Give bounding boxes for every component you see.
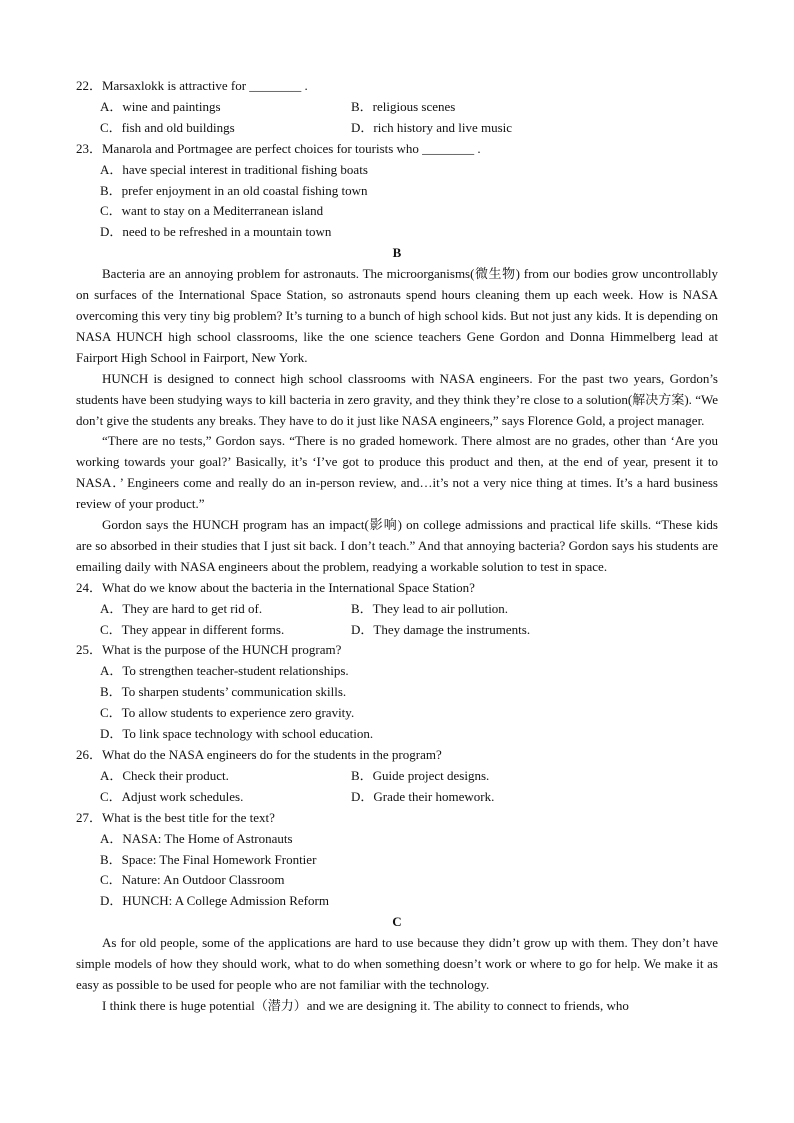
q25-option-d: D．To link space technology with school education. <box>100 726 374 742</box>
q22-stem: 22．Marsaxlokk is attractive for ________ . <box>76 78 308 93</box>
q25-option-c: C．To allow students to experience zero gravity. <box>100 705 355 721</box>
q22-option-b: B．religious scenes <box>351 98 456 114</box>
q26-options-ab <box>100 766 718 787</box>
exam-page <box>76 76 718 1017</box>
q22-option-c: C．fish and old buildings <box>100 119 235 135</box>
q25-option-a: A．To strengthen teacher-student relationships. <box>100 663 349 679</box>
q24-option-d: D．They damage the instruments. <box>351 621 531 637</box>
q24-option-a: A．They are hard to get rid of. <box>100 600 263 616</box>
q27-option-b: B．Space: The Final Homework Frontier <box>100 851 317 867</box>
q27-option-a: A．NASA: The Home of Astronauts <box>100 830 293 846</box>
q26-options-cd <box>100 787 718 808</box>
q22-options-cd <box>100 118 718 139</box>
q25-stem: 25．What is the purpose of the HUNCH program? <box>76 642 342 658</box>
section-c-heading: C <box>392 914 402 930</box>
q22-option-a: A．wine and paintings <box>100 98 221 114</box>
q26-stem: 26．What do the NASA engineers do for the students in the program? <box>76 747 442 762</box>
q24-option-c: C．They appear in different forms. <box>100 621 285 637</box>
q27-option-c: C．Nature: An Outdoor Classroom <box>100 872 285 888</box>
q24-options-ab <box>100 599 718 620</box>
section-b-paragraph-3: “There are no tests,” Gordon says. “There is no graded homework. There almost are no grades, other than ‘Are you working towards your goal?’ Basically, it’s ‘I’ve got to produce this product and then, at the end of year, present it to NASA．’ Engineers come and really do an in-person review, and…it’s not a very nice thing at times. It’s a hard business review of your product.” <box>76 433 718 512</box>
section-c-paragraph-2: I think there is huge potential（潜力）and we are designing it. The ability to connect to friends, who <box>102 997 629 1013</box>
q27-stem: 27．What is the best title for the text? <box>76 809 275 825</box>
q22-option-d: D．rich history and live music <box>351 119 513 135</box>
q26-option-b: B．Guide project designs. <box>351 767 490 783</box>
section-b-paragraph-1: Bacteria are an annoying problem for astronauts. The microorganisms(微生物) from our bodies grow uncontrollably on surfaces of the International Space Station, so astronauts spend hours cleaning them up each week. How is NASA overcoming this very tiny big problem? It’s turning to a bunch of high school kids. But not just any kids. It is depending on NASA HUNCH high school classrooms, like the one science teachers Gene Gordon and Donna Himmelberg lead at Fairport High School in Fairport, New York. <box>76 266 718 365</box>
q24-options-cd <box>100 620 718 641</box>
q24-option-b: B．They lead to air pollution. <box>351 600 509 616</box>
q25-option-b: B．To sharpen students’ communication skills. <box>100 684 347 700</box>
q26-option-a: A．Check their product. <box>100 767 229 783</box>
section-b-paragraph-2: HUNCH is designed to connect high school classrooms with NASA engineers. For the past two years, Gordon’s students have been studying ways to kill bacteria in zero gravity, and they think they’re close to a solution(解决方案). “We don’t give the students any breaks. They have to do it just like NASA engineers,” says Florence Gold, a project manager. <box>76 370 718 428</box>
q23-stem: 23．Manarola and Portmagee are perfect choices for tourists who ________ . <box>76 140 481 156</box>
q23-option-b: B．prefer enjoyment in an old coastal fishing town <box>100 182 368 198</box>
q23-option-a: A．have special interest in traditional fishing boats <box>100 161 368 177</box>
q23-option-c: C．want to stay on a Mediterranean island <box>100 203 324 219</box>
q23-option-d: D．need to be refreshed in a mountain town <box>100 224 332 240</box>
q26-option-d: D．Grade their homework. <box>351 788 495 804</box>
q22-options-ab <box>100 97 718 118</box>
q24-stem: 24．What do we know about the bacteria in the International Space Station? <box>76 579 475 595</box>
section-b-heading: B <box>392 245 402 261</box>
q26-option-c: C．Adjust work schedules. <box>100 788 244 804</box>
section-c-paragraph-1: As for old people, some of the applications are hard to use because they didn’t grow up with them. They don’t have simple models of how they should work, what to do when something doesn’t work or where to go for help. We make it as easy as possible to be used for people who are not familiar with the technology. <box>76 935 718 992</box>
q27-option-d: D．HUNCH: A College Admission Reform <box>100 893 329 909</box>
section-b-paragraph-4: Gordon says the HUNCH program has an impact(影响) on college admissions and practical life skills. “These kids are so absorbed in their studies that I just sit back. I don’t teach.” And that annoying bacteria? Gordon says his students are emailing daily with NASA engineers about the problem, readying a workable solution to test in space. <box>76 517 718 574</box>
